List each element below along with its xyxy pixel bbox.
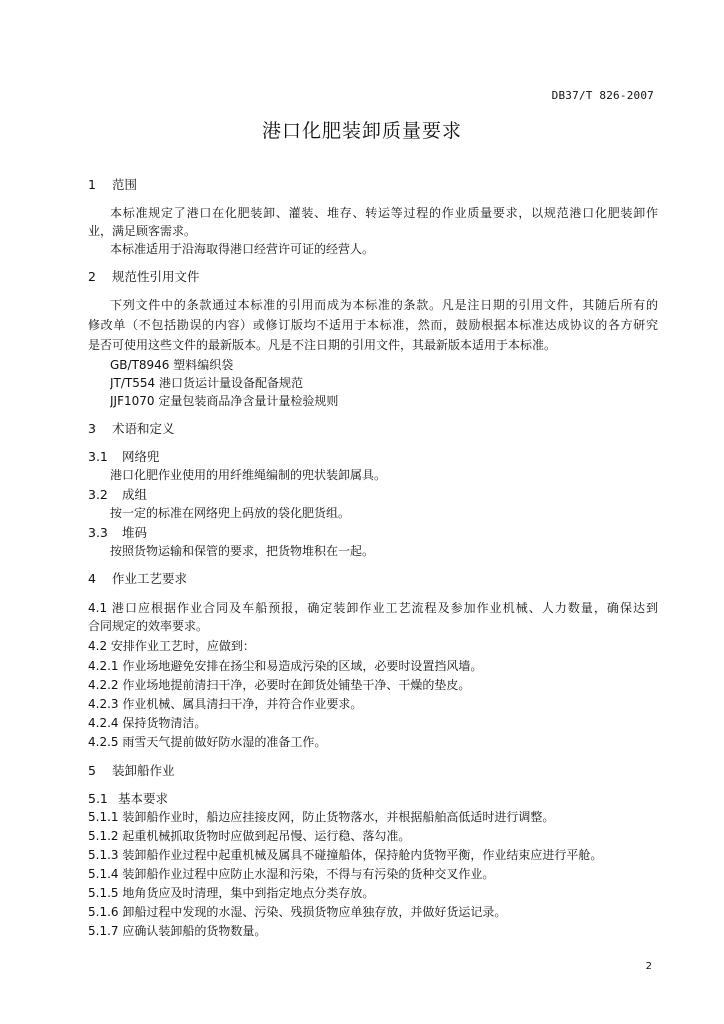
term-definition: 按一定的标准在网络兜上码放的袋化肥货组。 [110, 506, 351, 520]
section-number: 5 [88, 764, 96, 778]
standard-code: DB37/T 826-2007 [551, 89, 654, 102]
clause: 5.1.4 装卸船作业过程中应防止水湿和污染，不得与有污染的货种交叉作业。 [88, 867, 495, 881]
section-title: 装卸船作业 [112, 764, 175, 778]
page-number: 2 [645, 961, 652, 972]
term-title: 成组 [122, 488, 148, 502]
subsection-number: 5.1 [88, 792, 108, 806]
subsection-title: 基本要求 [118, 792, 169, 806]
section-3-heading [88, 422, 658, 436]
paragraph-line: 是否可使用这些文件的最新版本。凡是不注日期的引用文件，其最新版本适用于本标准。 [88, 338, 557, 352]
clause: 5.1.2 起重机械抓取货物时应做到起吊慢、运行稳、落勾准。 [88, 829, 411, 843]
clause: 5.1.7 应确认装卸船的货物数量。 [88, 924, 267, 938]
section-4-heading [88, 572, 658, 586]
paragraph-line: 修改单（不包括勘误的内容）或修订版均不适用于本标准，然而，鼓励根据本标准达成协议的各方研究 [88, 318, 658, 332]
paragraph-line: 下列文件中的条款通过本标准的引用而成为本标准的条款。凡是注日期的引用文件，其随后所有的 [110, 298, 658, 312]
subsection-heading [88, 792, 658, 806]
term-heading [88, 488, 658, 502]
paragraph-line: 本标准适用于沿海取得港口经营许可证的经营人。 [110, 242, 375, 256]
clause: 5.1.5 地角货应及时清理，集中到指定地点分类存放。 [88, 886, 375, 900]
section-1-heading [88, 178, 658, 192]
clause: 合同规定的效率要求。 [88, 619, 209, 633]
clause: 4.2.5 雨雪天气提前做好防水湿的准备工作。 [88, 735, 327, 749]
clause: 4.1 港口应根据作业合同及车船预报，确定装卸作业工艺流程及参加作业机械、人力数量，确保达到 [88, 601, 658, 615]
term-definition: 港口化肥作业使用的用纤维绳编制的兜状装卸属具。 [110, 468, 387, 482]
section-2-heading [88, 270, 658, 284]
section-title: 术语和定义 [112, 422, 175, 436]
term-number: 3.1 [88, 450, 108, 464]
clause: 5.1.6 卸船过程中发现的水湿、污染、残损货物应单独存放，并做好货运记录。 [88, 905, 507, 919]
clause: 4.2.2 作业场地提前清扫干净，必要时在卸货处铺垫干净、干燥的垫皮。 [88, 678, 471, 692]
section-title: 作业工艺要求 [112, 572, 188, 586]
clause: 5.1.1 装卸船作业时，船边应挂接皮网，防止货物落水，并根据船舶高低适时进行调整。 [88, 810, 555, 824]
term-definition: 按照货物运输和保管的要求，把货物堆积在一起。 [110, 544, 375, 558]
term-number: 3.2 [88, 488, 108, 502]
term-title: 堆码 [122, 526, 148, 540]
term-number: 3.3 [88, 526, 108, 540]
clause: 4.2.1 作业场地避免安排在扬尘和易造成污染的区域，必要时设置挡风墙。 [88, 659, 483, 673]
term-heading [88, 450, 658, 464]
section-number: 2 [88, 270, 96, 284]
clause: 4.2.3 作业机械、属具清扫干净，并符合作业要求。 [88, 697, 363, 711]
paragraph-line: 本标准规定了港口在化肥装卸、灌装、堆存、转运等过程的作业质量要求，以规范港口化肥装卸作 [110, 206, 658, 220]
reference-item: JT/T554 港口货运计量设备配备规范 [110, 376, 303, 390]
clause: 5.1.3 装卸船作业过程中起重机械及属具不碰撞船体，保持舱内货物平衡，作业结束应进行平舱。 [88, 848, 603, 862]
clause: 4.2 安排作业工艺时，应做到： [88, 639, 255, 653]
section-number: 1 [88, 178, 96, 192]
section-number: 4 [88, 572, 96, 586]
clause: 4.2.4 保持货物清洁。 [88, 716, 207, 730]
reference-item: GB/T8946 塑料编织袋 [110, 358, 234, 372]
term-title: 网络兜 [122, 450, 160, 464]
section-title: 范围 [112, 178, 138, 192]
section-title: 规范性引用文件 [112, 270, 200, 284]
term-heading [88, 526, 658, 540]
document-title: 港口化肥装卸质量要求 [261, 120, 462, 142]
reference-item: JJF1070 定量包装商品净含量计量检验规则 [110, 394, 339, 408]
paragraph-line: 业，满足顾客需求。 [88, 224, 197, 238]
section-number: 3 [88, 422, 96, 436]
section-5-heading [88, 764, 658, 778]
